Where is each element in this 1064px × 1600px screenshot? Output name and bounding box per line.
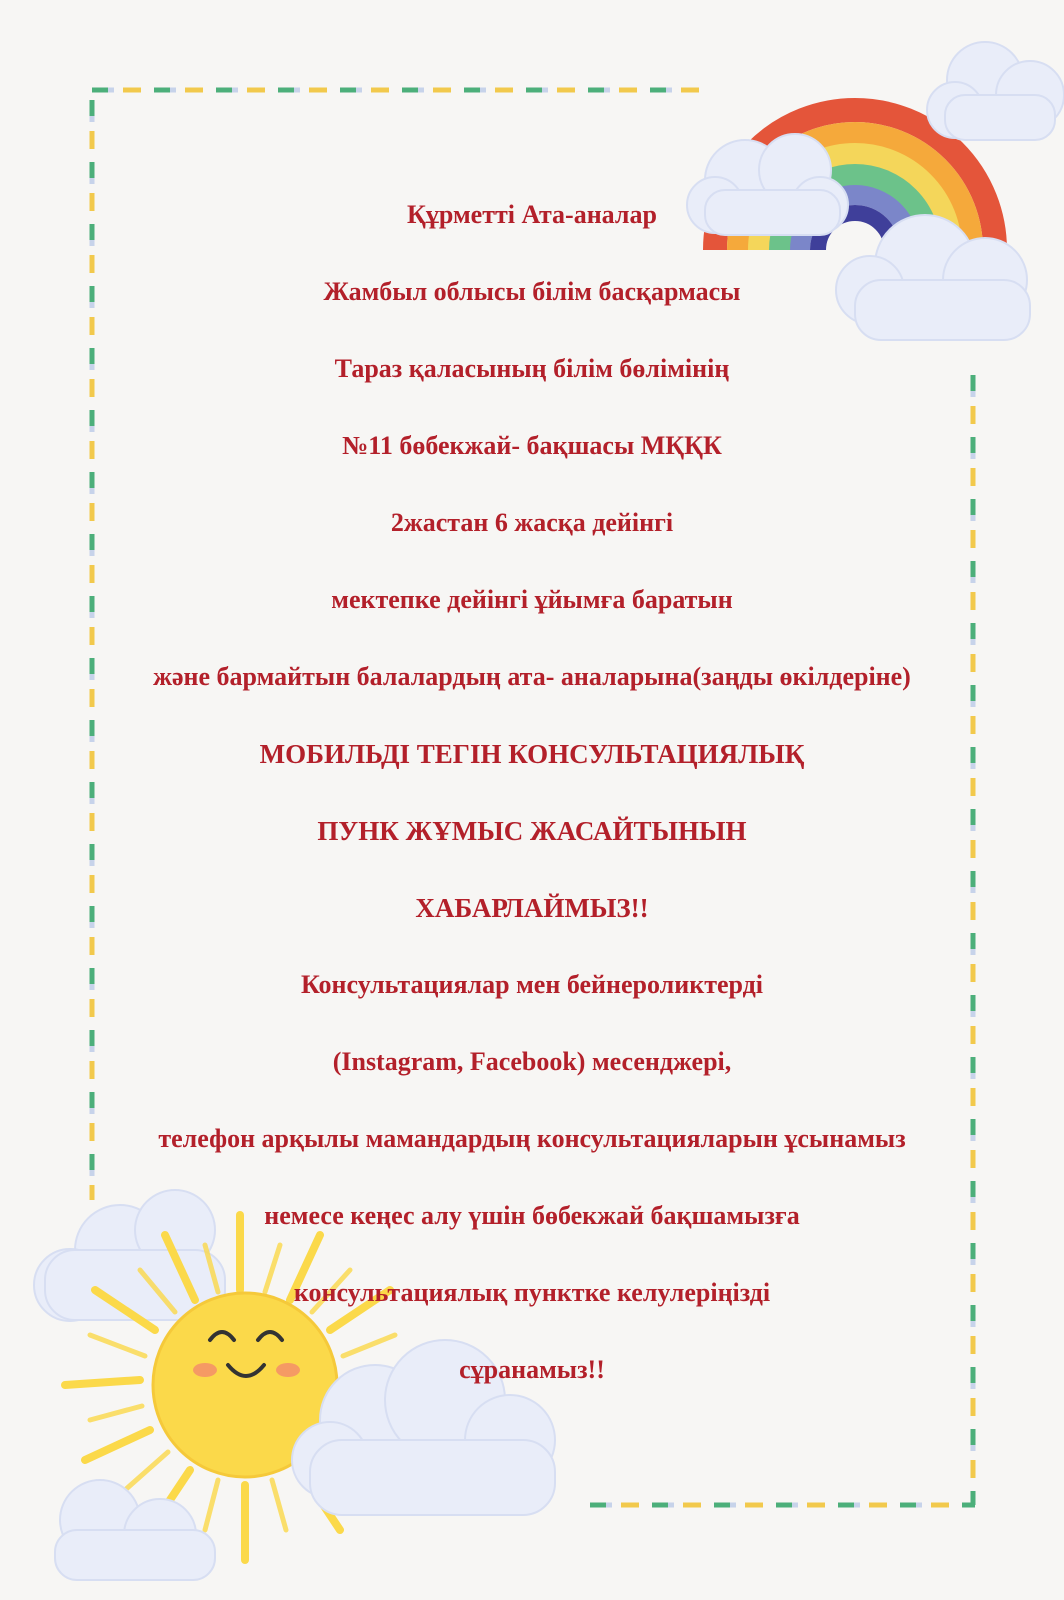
point-line: консультациялық пунктке келулеріңізді	[293, 1278, 771, 1307]
parents-line: және бармайтын балалардың ата- аналарына(заңды өкілдеріне)	[153, 662, 911, 691]
request-line: сұранамыз!!	[459, 1355, 605, 1384]
consultation-line: Консультациялар мен бейнероликтерді	[301, 970, 763, 999]
greeting-line: Құрметті Ата-аналар	[407, 200, 657, 229]
kindergarten-line: №11 бөбекжай- бақшасы МҚҚК	[342, 431, 722, 460]
phone-line: телефон арқылы мамандардың консультацияларын ұсынамыз	[158, 1124, 906, 1153]
visit-line: немесе кеңес алу үшін бөбекжай бақшамызға	[264, 1201, 800, 1230]
social-media-line: (Instagram, Facebook) месенджері,	[332, 1047, 732, 1076]
headline-line-3: ХАБАРЛАЙМЫЗ!!	[415, 893, 649, 923]
headline-line-2: ПУНК ЖҰМЫС ЖАСАЙТЫНЫН	[317, 816, 747, 846]
headline-line-1: МОБИЛЬДІ ТЕГІН КОНСУЛЬТАЦИЯЛЫҚ	[259, 739, 805, 769]
preschool-line: мектепке дейінгі ұйымға баратын	[331, 585, 733, 614]
city-dept-line: Тараз қаласының білім бөлімінің	[334, 354, 730, 383]
region-line: Жамбыл облысы білім басқармасы	[323, 277, 741, 306]
announcement-text	[90, 190, 974, 1422]
age-range-line: 2жастан 6 жасқа дейінгі	[390, 508, 674, 537]
cloud-icon	[55, 1480, 215, 1580]
